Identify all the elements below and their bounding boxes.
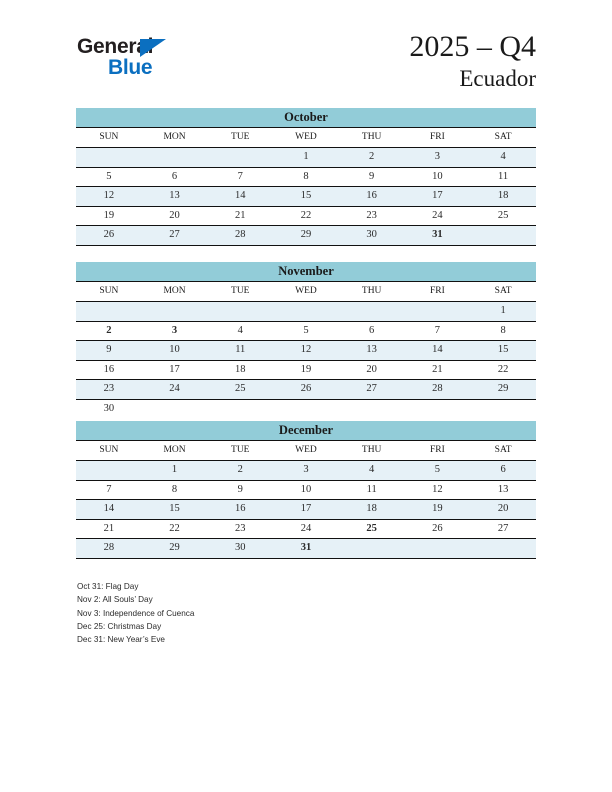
day-cell[interactable]: 28 [207,226,273,246]
day-cell[interactable]: 9 [207,480,273,500]
day-cell[interactable]: 3 [273,461,339,481]
week-row [76,399,536,418]
day-cell-empty [339,302,405,322]
month-header-row [76,421,536,441]
day-cell[interactable]: 11 [339,480,405,500]
week-row [76,539,536,559]
day-cell-empty [405,539,471,559]
weekday-header-row [76,441,536,461]
day-cell[interactable]: 7 [207,167,273,187]
weekday-header-tue: TUE [207,282,273,302]
day-cell[interactable]: 5 [273,321,339,341]
day-cell[interactable]: 28 [405,380,471,400]
day-cell[interactable]: 19 [76,206,142,226]
weekday-header-sun: SUN [76,282,142,302]
weekday-header-mon: MON [142,441,208,461]
week-row [76,461,536,481]
weekday-header-sat: SAT [470,128,536,148]
day-cell[interactable]: 13 [339,341,405,361]
weekday-header-thu: THU [339,441,405,461]
weekday-header-thu: THU [339,282,405,302]
weekday-header-row [76,282,536,302]
weekday-header-tue: TUE [207,441,273,461]
day-cell-holiday[interactable]: 25 [339,519,405,539]
weekday-header-wed: WED [273,441,339,461]
day-cell-empty [76,302,142,322]
day-cell[interactable]: 7 [76,480,142,500]
month-title: December [76,421,536,441]
week-row [76,167,536,187]
day-cell[interactable]: 26 [273,380,339,400]
day-cell-empty [405,399,471,418]
weekday-header-fri: FRI [405,282,471,302]
day-cell[interactable]: 17 [142,360,208,380]
day-cell-empty [470,399,536,418]
day-cell[interactable]: 6 [142,167,208,187]
weekday-header-row [76,128,536,148]
title-block [409,30,536,93]
day-cell[interactable]: 24 [142,380,208,400]
day-cell[interactable]: 6 [339,321,405,341]
day-cell[interactable]: 27 [470,519,536,539]
day-cell-empty [142,148,208,168]
legend-item: Oct 31: Flag Day [77,582,139,591]
day-cell-empty [76,461,142,481]
week-row [76,148,536,168]
day-cell-empty [207,399,273,418]
page-title: 2025 – Q4 [409,30,536,63]
day-cell[interactable]: 30 [207,539,273,559]
legend-item: Dec 31: New Year’s Eve [77,635,165,645]
day-cell[interactable]: 5 [76,167,142,187]
day-cell-empty [470,226,536,246]
day-cell[interactable]: 7 [405,321,471,341]
day-cell-empty [339,539,405,559]
weekday-header-thu: THU [339,128,405,148]
day-cell[interactable]: 20 [339,360,405,380]
day-cell[interactable]: 13 [142,187,208,207]
day-cell-empty [339,399,405,418]
day-cell[interactable]: 29 [273,226,339,246]
day-cell[interactable]: 19 [405,500,471,520]
day-cell[interactable]: 13 [470,480,536,500]
day-cell[interactable]: 11 [207,341,273,361]
day-cell[interactable]: 3 [405,148,471,168]
month-header-row [76,262,536,282]
weekday-header-fri: FRI [405,128,471,148]
day-cell-holiday[interactable]: 31 [273,539,339,559]
legend-item: Nov 2: All Souls’ Day [77,595,153,605]
calendar-month-october [76,108,536,246]
day-cell-empty [142,302,208,322]
day-cell-empty [273,399,339,418]
day-cell[interactable]: 23 [339,206,405,226]
day-cell[interactable]: 2 [339,148,405,168]
calendar-month-november [76,262,536,418]
day-cell[interactable]: 29 [142,539,208,559]
week-row [76,302,536,322]
day-cell[interactable]: 17 [405,187,471,207]
day-cell[interactable]: 22 [142,519,208,539]
day-cell[interactable]: 9 [339,167,405,187]
weekday-header-wed: WED [273,128,339,148]
day-cell[interactable]: 26 [405,519,471,539]
day-cell[interactable]: 4 [339,461,405,481]
day-cell[interactable]: 20 [142,206,208,226]
logo-text-general: General [77,35,154,58]
month-title: October [76,108,536,128]
day-cell[interactable]: 17 [273,500,339,520]
week-row [76,519,536,539]
day-cell-empty [142,399,208,418]
day-cell[interactable]: 16 [207,500,273,520]
day-cell[interactable]: 6 [470,461,536,481]
weekday-header-sat: SAT [470,282,536,302]
day-cell-empty [470,539,536,559]
day-cell[interactable]: 10 [142,341,208,361]
day-cell[interactable]: 12 [405,480,471,500]
day-cell-holiday[interactable]: 31 [405,226,471,246]
holiday-legend [77,580,497,646]
day-cell[interactable]: 28 [76,539,142,559]
day-cell[interactable]: 15 [273,187,339,207]
day-cell-empty [405,302,471,322]
weekday-header-mon: MON [142,282,208,302]
day-cell[interactable]: 16 [339,187,405,207]
legend-item: Dec 25: Christmas Day [77,621,162,631]
weekday-header-fri: FRI [405,441,471,461]
page-subtitle: Ecuador [459,66,536,91]
day-cell[interactable]: 30 [339,226,405,246]
day-cell[interactable]: 11 [470,167,536,187]
day-cell[interactable]: 8 [273,167,339,187]
week-row [76,360,536,380]
day-cell[interactable]: 19 [273,360,339,380]
day-cell[interactable]: 26 [76,226,142,246]
day-cell[interactable]: 8 [470,321,536,341]
logo-text-blue: Blue [108,56,153,79]
day-cell[interactable]: 22 [273,206,339,226]
day-cell[interactable]: 1 [470,302,536,322]
week-row [76,321,536,341]
day-cell[interactable]: 8 [142,480,208,500]
page-header [0,0,612,100]
day-cell[interactable]: 23 [207,519,273,539]
day-cell-empty [207,302,273,322]
weekday-header-mon: MON [142,128,208,148]
month-title: November [76,262,536,282]
day-cell[interactable]: 12 [273,341,339,361]
day-cell[interactable]: 21 [405,360,471,380]
day-cell-holiday[interactable]: 2 [76,321,142,341]
week-row [76,206,536,226]
day-cell[interactable]: 21 [76,519,142,539]
day-cell[interactable]: 10 [273,480,339,500]
day-cell[interactable]: 25 [470,206,536,226]
week-row [76,226,536,246]
day-cell[interactable]: 15 [142,500,208,520]
day-cell-empty [76,148,142,168]
day-cell[interactable]: 10 [405,167,471,187]
weekday-header-sun: SUN [76,441,142,461]
weekday-header-wed: WED [273,282,339,302]
day-cell[interactable]: 14 [405,341,471,361]
day-cell-empty [207,148,273,168]
day-cell[interactable]: 20 [470,500,536,520]
day-cell[interactable]: 18 [207,360,273,380]
day-cell[interactable]: 1 [142,461,208,481]
day-cell[interactable]: 14 [76,500,142,520]
week-row [76,380,536,400]
day-cell[interactable]: 27 [142,226,208,246]
day-cell[interactable]: 22 [470,360,536,380]
day-cell[interactable]: 25 [207,380,273,400]
day-cell[interactable]: 5 [405,461,471,481]
day-cell[interactable]: 4 [470,148,536,168]
day-cell[interactable]: 1 [273,148,339,168]
day-cell[interactable]: 4 [207,321,273,341]
day-cell[interactable]: 23 [76,380,142,400]
day-cell[interactable]: 27 [339,380,405,400]
calendar-month-december [76,421,536,559]
day-cell[interactable]: 24 [405,206,471,226]
weekday-header-tue: TUE [207,128,273,148]
calendar-table [76,421,536,559]
week-row [76,341,536,361]
day-cell-holiday[interactable]: 3 [142,321,208,341]
month-header-row [76,108,536,128]
week-row [76,500,536,520]
day-cell[interactable]: 29 [470,380,536,400]
weekday-header-sat: SAT [470,441,536,461]
day-cell[interactable]: 2 [207,461,273,481]
day-cell[interactable]: 21 [207,206,273,226]
day-cell-empty [273,302,339,322]
day-cell[interactable]: 16 [76,360,142,380]
legend-item: Nov 3: Independence of Cuenca [77,608,195,618]
day-cell[interactable]: 9 [76,341,142,361]
day-cell[interactable]: 18 [339,500,405,520]
calendar-table [76,108,536,246]
day-cell[interactable]: 14 [207,187,273,207]
weekday-header-sun: SUN [76,128,142,148]
logo-triangle-icon [140,39,166,57]
day-cell[interactable]: 12 [76,187,142,207]
day-cell[interactable]: 15 [470,341,536,361]
week-row [76,187,536,207]
day-cell[interactable]: 24 [273,519,339,539]
day-cell[interactable]: 30 [103,402,115,414]
week-row [76,480,536,500]
calendar-table [76,262,536,418]
general-blue-logo [77,36,197,82]
day-cell[interactable]: 18 [470,187,536,207]
